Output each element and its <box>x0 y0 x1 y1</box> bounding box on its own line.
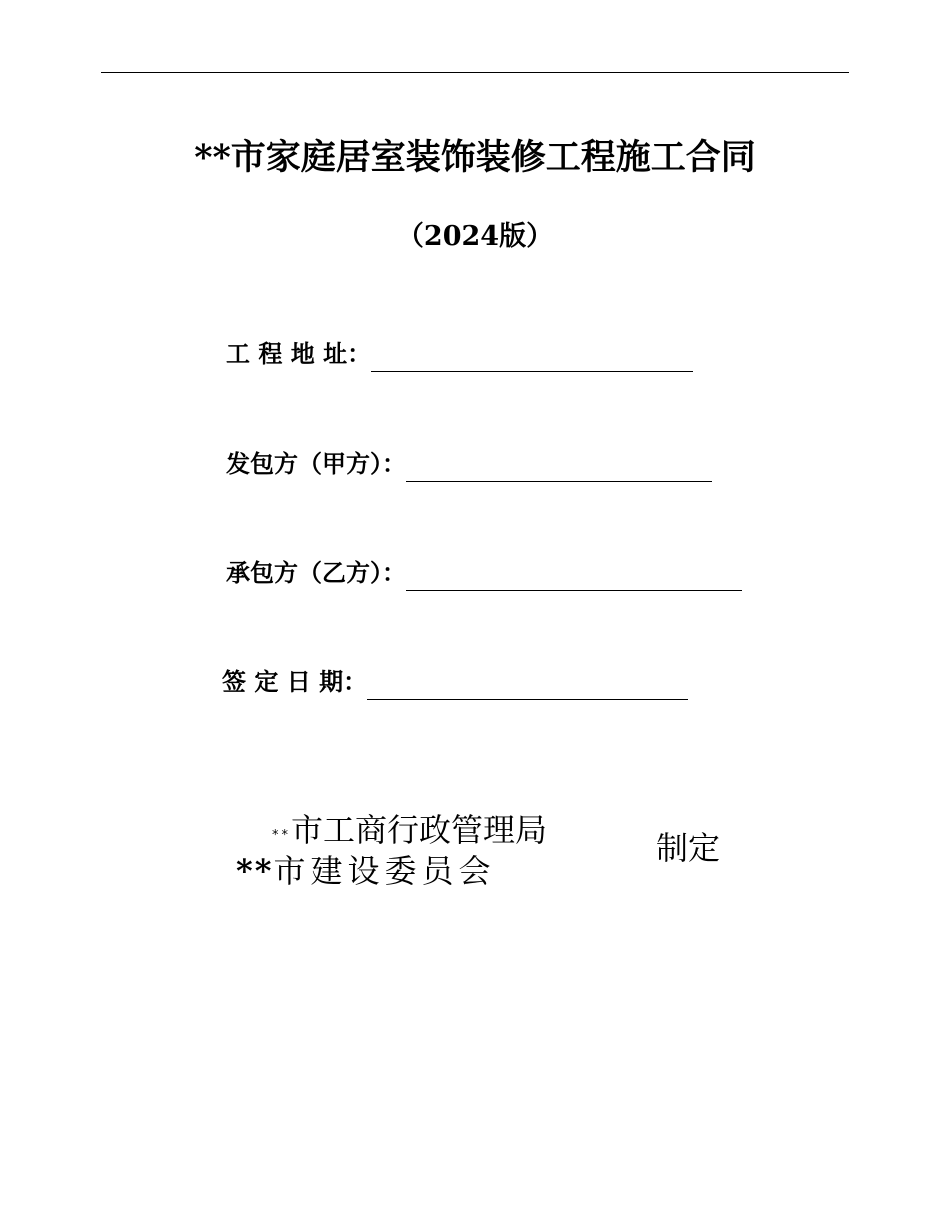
project-address-field <box>226 336 693 372</box>
party-a-label: 发包方（甲方）： <box>226 449 406 478</box>
document-edition: （2024版） <box>396 221 554 252</box>
issuer-aic-name: 市工商行政管理局 <box>291 811 548 849</box>
party-a-blank[interactable] <box>406 456 712 482</box>
project-address-label: 工 程 地 址： <box>226 339 372 368</box>
enact-label: 制定 <box>656 829 721 867</box>
party-a-field <box>226 446 712 482</box>
party-b-blank[interactable] <box>406 565 742 591</box>
party-b-field <box>226 555 742 591</box>
issuer-construction-committee <box>236 849 495 893</box>
issuer-aic-prefix: ** <box>272 828 291 843</box>
issuer-construction-prefix: ** <box>236 852 274 890</box>
sign-date-label: 签 定 日 期： <box>222 667 368 696</box>
project-address-blank[interactable] <box>371 346 693 372</box>
sign-date-blank[interactable] <box>367 674 688 700</box>
sign-date-field <box>222 664 688 700</box>
header-rule <box>101 72 849 73</box>
document-title: **市家庭居室装饰装修工程施工合同 <box>194 137 756 178</box>
party-b-label: 承包方（乙方）： <box>226 558 406 587</box>
issuer-construction-name: 市建设委员会 <box>273 852 496 890</box>
